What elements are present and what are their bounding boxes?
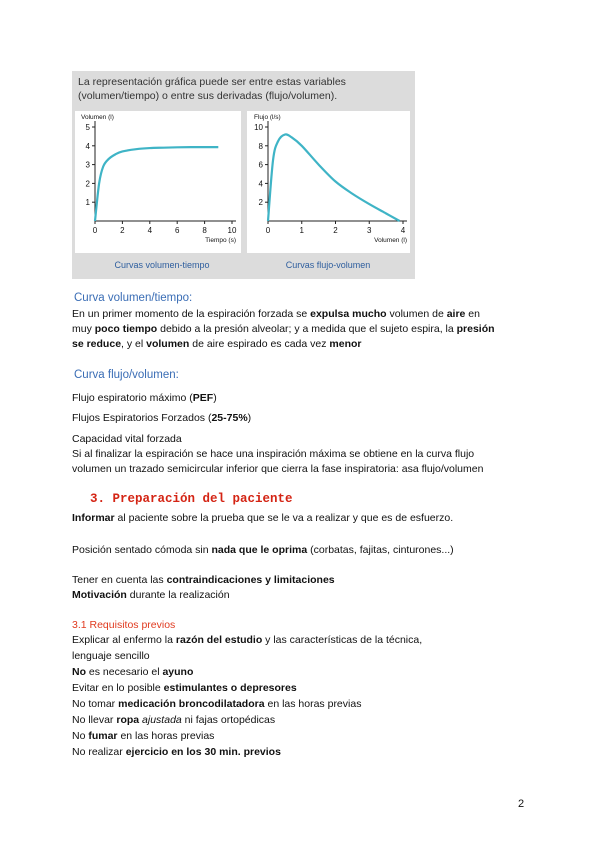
- x-tick-label: 0: [92, 226, 98, 235]
- y-axis-label: Volumen (l): [81, 114, 114, 121]
- x-tick-label: 1: [299, 226, 304, 235]
- list-item: No es necesario el ayuno: [72, 666, 194, 678]
- charts-svg: [72, 71, 415, 279]
- y-tick-label: 10: [254, 123, 263, 132]
- informar-line: Informar al paciente sobre la prueba que se le va a realizar y que es de esfuerzo.: [72, 512, 454, 524]
- y-tick-label: 4: [85, 141, 90, 151]
- cvf-line: Capacidad vital forzada: [72, 433, 182, 445]
- y-tick-label: 4: [258, 179, 263, 189]
- section-title-requisitos: 3.1 Requisitos previos: [72, 619, 176, 631]
- left-chart-label: Curvas volumen-tiempo: [114, 260, 210, 270]
- section-title-volumen-tiempo: Curva volumen/tiempo:: [74, 292, 193, 304]
- paragraph-line: se reduce, y el volumen de aire espirado es cada vez menor: [72, 338, 362, 350]
- y-tick-label: 8: [258, 141, 263, 151]
- posicion-line: Posición sentado cómoda sin nada que le oprima (corbatas, fajitas, cinturones...): [72, 544, 454, 556]
- paragraph-line: En un primer momento de la espiración forzada se expulsa mucho volumen de aire en: [72, 308, 480, 320]
- y-tick-label: 1: [85, 198, 90, 208]
- x-axis-label: Volumen (l): [374, 237, 407, 244]
- spirometry-figure: [72, 71, 415, 279]
- x-tick-label: 10: [227, 226, 237, 235]
- x-tick-label: 2: [120, 226, 125, 235]
- x-tick-label: 0: [265, 226, 271, 235]
- figure-caption: La representación gráfica puede ser entre estas variables (volumen/tiempo) o entre sus derivadas (flujo/volumen).: [78, 76, 346, 102]
- y-tick-label: 6: [258, 160, 263, 170]
- section-heading-preparacion: 3. Preparación del paciente: [90, 492, 293, 506]
- list-item: No fumar en las horas previas: [72, 730, 215, 742]
- right-chart-label: Curvas flujo-volumen: [285, 260, 371, 270]
- x-tick-label: 3: [367, 226, 372, 235]
- list-item: Explicar al enfermo la razón del estudio y las características de la técnica,: [72, 634, 423, 646]
- list-item: No realizar ejercicio en los 30 min. previos: [72, 746, 281, 758]
- x-axis-label: Tiempo (s): [205, 237, 236, 244]
- list-item: No llevar ropa ajustada ni fajas ortopédicas: [72, 714, 276, 726]
- x-tick-label: 4: [400, 226, 406, 235]
- paragraph-line: Si al finalizar la espiración se hace una inspiración máxima se obtiene en la curva flujo: [72, 448, 475, 460]
- list-item: Evitar en lo posible estimulantes o depresores: [72, 682, 297, 694]
- section-title-flujo-volumen: Curva flujo/volumen:: [74, 369, 179, 381]
- pef-line: Flujo espiratorio máximo (PEF): [72, 392, 217, 404]
- motivacion-line: Motivación durante la realización: [72, 589, 230, 601]
- paragraph-line: muy poco tiempo debido a la presión alveolar; y a medida que el sujeto espira, la presión: [72, 323, 495, 335]
- y-tick-label: 3: [85, 160, 90, 170]
- y-tick-label: 5: [85, 123, 90, 132]
- x-tick-label: 2: [333, 226, 338, 235]
- list-item: lenguaje sencillo: [72, 650, 150, 662]
- x-tick-label: 6: [174, 226, 180, 235]
- y-tick-label: 2: [258, 198, 263, 208]
- x-tick-label: 4: [147, 226, 153, 235]
- paragraph-line: volumen un trazado semicircular inferior que cierra la fase inspiratoria: asa flujo/volumen: [72, 463, 484, 475]
- x-tick-label: 8: [202, 226, 207, 235]
- y-tick-label: 2: [85, 179, 90, 189]
- list-item: No tomar medicación broncodilatadora en las horas previas: [72, 698, 362, 710]
- contraindicaciones-line: Tener en cuenta las contraindicaciones y limitaciones: [72, 574, 335, 586]
- fef-line: Flujos Espiratorios Forzados (25-75%): [72, 412, 252, 424]
- page-number: 2: [518, 798, 525, 810]
- y-axis-label: Flujo (l/s): [254, 114, 281, 121]
